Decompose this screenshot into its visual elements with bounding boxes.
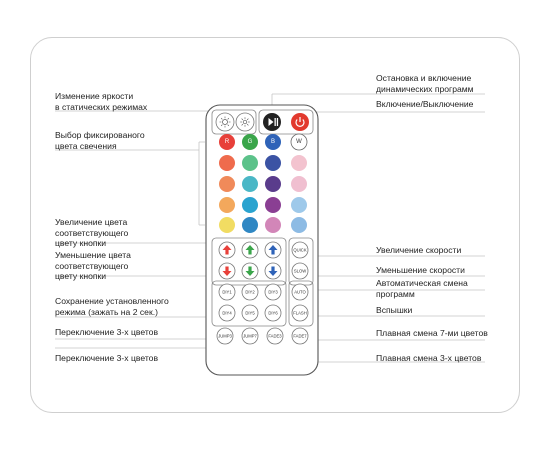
color-down-button <box>219 263 235 279</box>
color-swatch <box>291 176 307 192</box>
color-button <box>265 217 281 233</box>
color-button <box>242 176 258 192</box>
fade7-button <box>292 328 308 344</box>
color-swatch <box>219 217 235 233</box>
pause-bar <box>277 118 278 126</box>
color-letter: G <box>247 139 253 145</box>
color-button <box>291 217 307 233</box>
flash-label-line: Вспышки <box>376 305 413 315</box>
color-decrease-label <box>55 250 131 282</box>
fade3-button <box>267 328 283 344</box>
color-button <box>219 176 235 192</box>
button-text: DIY6 <box>268 310 278 316</box>
diy-button <box>219 305 235 321</box>
color-swatch <box>265 155 281 171</box>
diy-button <box>242 305 258 321</box>
jump3-button <box>217 328 233 344</box>
color-up-button <box>219 242 235 258</box>
color-button <box>242 155 258 171</box>
fade-3-colors-label <box>376 353 481 364</box>
speed-decrease-label-line: Уменьшение скорости <box>376 265 465 275</box>
button-text: FLASH <box>293 310 307 316</box>
color-button <box>291 155 307 171</box>
diy-button <box>265 284 281 300</box>
button-text: SLOW <box>293 268 307 274</box>
switch-3-colors-label-2-line: Переключение 3-х цветов <box>55 353 159 363</box>
fixed-color-label-line: Выбор фиксированого <box>55 130 145 140</box>
color-up-button <box>242 242 258 258</box>
color-letter: R <box>224 139 230 145</box>
flash-button <box>292 305 308 321</box>
color-button <box>291 197 307 213</box>
button-text: DIY3 <box>268 289 278 295</box>
button-text: DIY4 <box>222 310 232 316</box>
stop-start-programs-label-line: Остановка и включение <box>376 73 472 83</box>
sun-dim-icon <box>236 113 254 131</box>
button-text: AUTO <box>294 289 306 295</box>
stop-start-programs-label <box>376 73 474 94</box>
color-swatch <box>219 155 235 171</box>
auto-change-label <box>376 278 468 299</box>
color-button <box>242 134 258 150</box>
color-letter: W <box>296 139 302 145</box>
button-text: FADE3 <box>268 333 282 339</box>
color-swatch <box>242 197 258 213</box>
switch-3-colors-label-2 <box>55 353 158 364</box>
sun-icon <box>216 113 234 131</box>
save-mode-label-line: режима (зажать на 2 сек.) <box>55 306 158 317</box>
color-button <box>242 197 258 213</box>
auto-change-label-line: программ <box>376 288 415 299</box>
button-text: QUICK <box>293 247 307 253</box>
color-button <box>219 217 235 233</box>
quick-button <box>292 242 308 258</box>
button-text: JUMP3 <box>218 333 232 339</box>
save-mode-label-line: Сохранение установленного <box>55 296 169 306</box>
power-label-line: Включение/Выключение <box>376 99 474 109</box>
color-swatch <box>219 176 235 192</box>
button-text: DIY2 <box>245 289 255 295</box>
switch-3-colors-label <box>55 327 158 338</box>
speed-increase-label-line: Увеличение скорости <box>376 245 462 255</box>
auto-button <box>292 284 308 300</box>
speed-increase-label <box>376 245 461 256</box>
color-decrease-label-line: цвету кнопки <box>55 271 107 281</box>
button-text: JUMP7 <box>243 333 257 339</box>
fade-7-colors-label-line: Плавная смена 7-ми цветов <box>376 328 488 338</box>
color-increase-label-line: Увеличение цвета <box>55 217 128 227</box>
jump7-button <box>242 328 258 344</box>
color-swatch <box>242 155 258 171</box>
button-text: DIY5 <box>245 310 255 316</box>
color-swatch <box>265 197 281 213</box>
color-button <box>265 134 281 150</box>
pause-bar <box>275 118 276 126</box>
flash-label <box>376 305 412 316</box>
color-swatch <box>265 217 281 233</box>
button-text: FADE7 <box>293 333 307 339</box>
color-button <box>291 176 307 192</box>
color-button <box>265 155 281 171</box>
color-up-button <box>265 242 281 258</box>
stop-start-programs-label-line: динамических программ <box>376 83 474 94</box>
brightness-label-line: в статических режимах <box>55 101 148 112</box>
color-swatch <box>291 217 307 233</box>
color-button <box>242 217 258 233</box>
color-button <box>219 155 235 171</box>
fade-3-colors-label-line: Плавная смена 3-х цветов <box>376 353 482 363</box>
button-circle <box>236 113 254 131</box>
fixed-color-label-line: цвета свечения <box>55 140 117 151</box>
save-mode-label <box>55 296 169 317</box>
color-swatch <box>242 217 258 233</box>
power-label <box>376 99 473 110</box>
color-decrease-label-line: соответствующего <box>55 260 129 271</box>
button-circle <box>216 113 234 131</box>
color-swatch <box>242 176 258 192</box>
button-text: DIY1 <box>222 289 232 295</box>
color-swatch <box>219 197 235 213</box>
brightness-label-line: Изменение яркости <box>55 91 134 101</box>
color-increase-label <box>55 217 128 249</box>
color-button <box>219 197 235 213</box>
color-button <box>265 176 281 192</box>
speed-decrease-label <box>376 265 465 276</box>
color-down-button <box>265 263 281 279</box>
play-pause-icon <box>263 113 281 131</box>
color-increase-label-line: цвету кнопки <box>55 238 107 248</box>
auto-change-label-line: Автоматическая смена <box>376 278 468 288</box>
brightness-label <box>55 91 147 112</box>
color-letter: B <box>270 139 276 145</box>
color-increase-label-line: соответствующего <box>55 227 129 238</box>
fade-7-colors-label <box>376 328 488 339</box>
color-swatch <box>291 155 307 171</box>
diy-button <box>219 284 235 300</box>
color-button <box>265 197 281 213</box>
diy-button <box>265 305 281 321</box>
slow-button <box>292 263 308 279</box>
diy-button <box>242 284 258 300</box>
power-icon <box>291 113 309 131</box>
color-swatch <box>265 176 281 192</box>
color-decrease-label-line: Уменьшение цвета <box>55 250 131 260</box>
fixed-color-label <box>55 130 145 151</box>
color-button <box>291 134 307 150</box>
color-down-button <box>242 263 258 279</box>
color-swatch <box>291 197 307 213</box>
color-button <box>219 134 235 150</box>
switch-3-colors-label-line: Переключение 3-х цветов <box>55 327 159 337</box>
